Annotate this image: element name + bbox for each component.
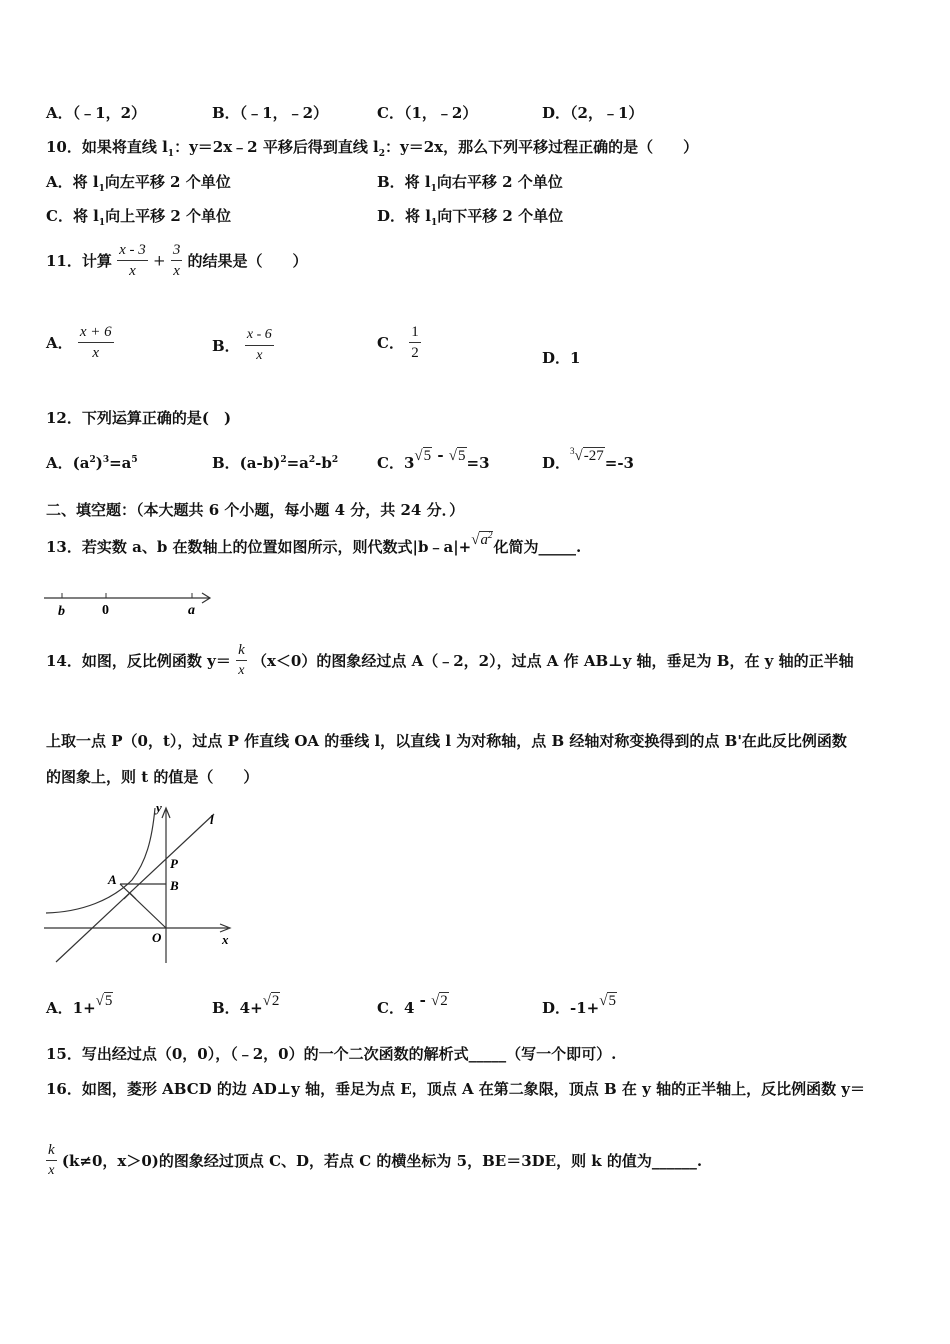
q11-option-a: A． $\frac{x + 6}{x}$ <box>46 324 112 361</box>
q13-stem: 13．若实数 a、b 在数轴上的位置如图所示，则代数式$|b﹣a|+√a^2$化简为_____. <box>46 530 582 556</box>
q9-option-c: C．（1，﹣2） <box>377 104 478 122</box>
q12-option-a: A．$(a^2)^3=a^5$ <box>46 454 138 472</box>
q16-stem-line2: $\frac{k}{x}$ (k≠0，x＞0)的图象经过顶点 C、D，若点 C 的横坐标为 5，BE＝3DE，则 k 的值为______. <box>48 1142 703 1178</box>
fig-label-O: O <box>152 930 162 945</box>
q10-stem: 10．如果将直线 $l_1$：y＝2x﹣2 平移后得到直线 $l_2$：y＝2x，那么下列平移过程正确的是（ ） <box>46 138 699 159</box>
q11-option-d: D．1 <box>542 349 581 367</box>
fig-label-y: y <box>156 800 162 815</box>
fig-label-A: A <box>108 872 117 887</box>
q12-stem: 12．下列运算正确的是( ) <box>46 409 232 427</box>
q16-stem-line1: 16．如图，菱形 ABCD 的边 AD⊥y 轴，垂足为点 E，顶点 A 在第二象限，顶点 B 在 y 轴的正半轴上，反比例函数 y＝ <box>46 1080 866 1098</box>
axis-label-b: b <box>58 604 65 619</box>
axis-label-a: a <box>188 603 195 618</box>
q12-option-b: B．$(a-b)^2=a^2-b^2$ <box>212 454 339 472</box>
q14-option-b: B．4+√2 <box>212 993 280 1017</box>
q9-option-a: A．（﹣1，2） <box>46 104 147 122</box>
q14-figure <box>42 800 242 970</box>
q10-option-c: C．将 $l_1$向上平移 2 个单位 <box>46 207 232 228</box>
q11-fraction-2: $\frac{3}{x}$ <box>172 242 181 279</box>
q11-option-b: B． $\frac{x - 6}{x}$ <box>212 327 272 363</box>
fig-label-l: l <box>210 812 214 827</box>
q10-option-b: B．将 $l_1$向右平移 2 个单位 <box>377 173 563 194</box>
q9-option-d: D．（2，﹣1） <box>542 104 644 122</box>
fig-label-P: P <box>170 856 178 871</box>
q9-option-b: B．（﹣1，﹣2） <box>212 104 329 122</box>
fig-label-B: B <box>170 878 179 893</box>
q12-option-d: D．$^3$√-27=-3 <box>542 446 634 472</box>
q11-option-c: C． $\frac{1}{2}$ <box>377 324 419 361</box>
q14-option-a: A．1+√5 <box>46 993 113 1017</box>
fig-label-x: x <box>222 932 229 947</box>
q14-stem-line2: 上取一点 P（0，t），过点 P 作直线 OA 的垂线 l，以直线 l 为对称轴，点 B 经轴对称变换得到的点 B'在此反比例函数 <box>46 732 847 750</box>
q15-stem: 15．写出经过点（0，0），（﹣2，0）的一个二次函数的解析式_____（写一个即可）. <box>46 1045 617 1063</box>
axis-label-0: 0 <box>102 603 109 618</box>
q11-stem: 11．计算 $\frac{x - 3}{x}$ + $\frac{3}{x}$ 的结果是（ ） <box>46 242 308 279</box>
q13-number-line <box>44 586 216 620</box>
q14-stem-line3: 的图象上，则 t 的值是（ ） <box>46 768 259 786</box>
q14-stem-line1: 14．如图，反比例函数 y＝ $\frac{k}{x}$ （x＜0）的图象经过点 A（﹣2，2），过点 A 作 AB⊥y 轴，垂足为 B，在 y 轴的正半轴 <box>46 642 854 678</box>
q10-option-a: A．将 $l_1$向左平移 2 个单位 <box>46 173 231 194</box>
q14-option-c: C．4 - √2 <box>377 991 448 1017</box>
q12-option-c: C．3√5 - √5=3 <box>377 446 490 472</box>
q10-option-d: D．将 $l_1$向下平移 2 个单位 <box>377 207 564 228</box>
section-2-heading: 二、填空题：（本大题共 6 个小题，每小题 4 分，共 24 分．） <box>46 501 465 519</box>
q14-option-d: D．-1+√5 <box>542 993 616 1017</box>
q11-fraction-1: $\frac{x - 3}{x}$ <box>119 242 146 279</box>
